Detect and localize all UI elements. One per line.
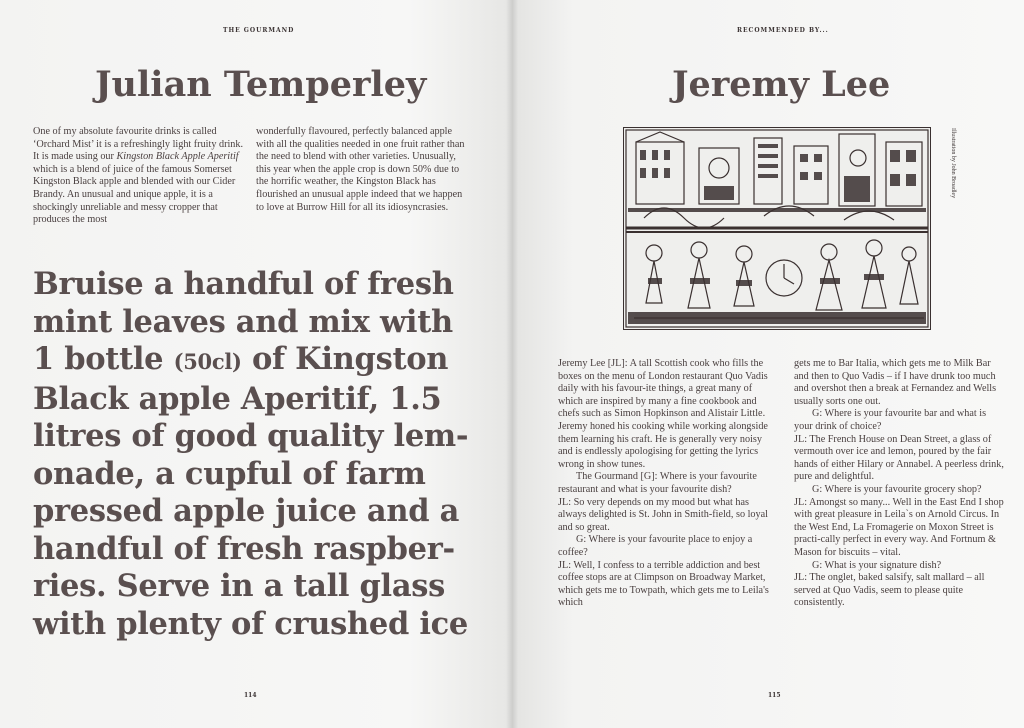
recipe-text-a: Bruise a handful of fresh mint leaves and mix with 1 bottle xyxy=(33,266,454,377)
interview-column-2 xyxy=(794,358,1004,610)
recipe-text-b: of Kingston Black apple Aperitif, 1.5 litres of good quality lem-onade, a cupful of farm pressed apple juice and a handful of fresh raspber-ries. Serve in a tall glass with plenty of crushed ice xyxy=(33,341,469,642)
illustration-credit: Illustration by John Broadley xyxy=(950,128,956,199)
interview-paragraph: Jeremy Lee [JL]: A tall Scottish cook who fills the boxes on the menu of London restaurant Quo Vadis daily with his favour-ite things, a great many of which are inspired by many a fine cookbook and chefs such as Simon Hopkinson and Alistair Little. Jeremy honed his cooking while working alongside them learning his craft. He is generally very noisy and is endlessly apologising for getting the lyrics wrong in show tunes. xyxy=(558,358,768,470)
interview-paragraph: G: Where is your favourite place to enjoy a coffee? xyxy=(558,534,753,558)
page-title-left: Julian Temperley xyxy=(95,64,427,105)
interview-paragraph: JL: So very depends on my mood but what has always delighted is St. John in Smith-field, so loyal and so great. xyxy=(558,496,768,533)
interview-paragraph: G: What is your signature dish? xyxy=(812,559,942,571)
running-head-right: RECOMMENDED BY... xyxy=(737,27,829,34)
page-title-right: Jeremy Lee xyxy=(672,64,891,105)
intro-text-a: One of my absolute favourite drinks is called ‘Orchard Mist’ it is a refreshingly light fruity drink. It is made using our xyxy=(33,126,244,163)
running-head-left: THE GOURMAND xyxy=(223,27,295,34)
recipe-text xyxy=(33,266,473,643)
interview-paragraph: JL: Well, I confess to a terrible addiction and best coffee stops are at Climpson on Broadway Market, which gets me to Towpath, which gets me to Leila's which xyxy=(558,559,769,609)
right-page xyxy=(512,0,1024,728)
product-name: Kingston Black Apple Aperitif xyxy=(116,151,239,163)
page-number-right: 115 xyxy=(768,692,781,699)
interview-paragraph: JL: The French House on Dean Street, a glass of vermouth over ice and lemon, poured by the fair hands of either Hilary or Annabel. A peerless drink, pure and delightful. xyxy=(794,433,1004,483)
recipe-bottle-size: (50cl) xyxy=(173,349,242,374)
woodcut-illustration xyxy=(623,127,931,330)
illustration-drawing xyxy=(624,128,930,329)
interview-paragraph: gets me to Bar Italia, which gets me to Milk Bar and then to Quo Vadis – if I have drunk too much and overshot then a break at Fernandez and Wells usually sorts one out. xyxy=(794,358,997,407)
interview-paragraph: G: Where is your favourite bar and what is your drink of choice? xyxy=(794,408,987,432)
interview-paragraph: G: Where is your favourite grocery shop? xyxy=(812,483,982,495)
intro-text-b: which is a blend of juice of the famous Somerset Kingston Black apple and blended with our Cider Brandy. An unusual and unique apple, it is a shockingly unreliable and messy cropper that produces the most xyxy=(33,163,236,226)
spine-gutter xyxy=(506,0,518,728)
interview-paragraph: JL: The onglet, baked salsify, salt mallard – all served at Quo Vadis, seem to please quite consistently. xyxy=(794,572,985,609)
interview-paragraph: JL: Amongst so many... Well in the East End I shop with great pleasure in Leila`s on Arnold Circus. In the West End, La Fromagerie on Moxon Street is practi-cally perfect in every way. And Fortnum & Mason for biscuits – vital. xyxy=(794,496,1004,558)
interview-column-1 xyxy=(558,358,778,610)
interview-paragraph: The Gourmand [G]: Where is your favourite restaurant and what is your favourite dish? xyxy=(558,471,757,495)
intro-column-1 xyxy=(33,126,245,227)
intro-column-2: wonderfully flavoured, perfectly balanced apple with all the qualities needed in one fruit rather than the need to blend with other varieties. Unusually, this year when the apple crop is down 50% due to the horrific weather, the Kingston Black has flourished an unusual apple indeed that we happen to love at Burrow Hill for all its idiosyncrasies. xyxy=(256,126,465,213)
page-number-left: 114 xyxy=(244,692,257,699)
